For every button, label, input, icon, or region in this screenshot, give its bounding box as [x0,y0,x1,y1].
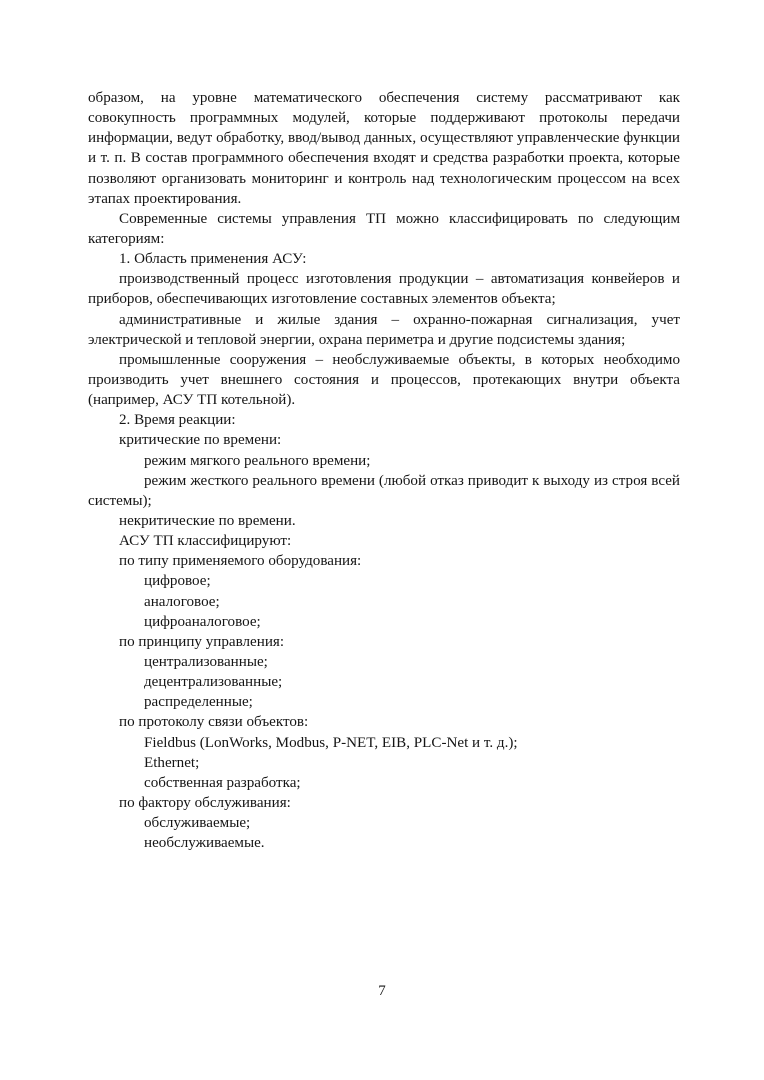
document-paragraph: критические по времени: [119,432,282,449]
document-paragraph: цифровое; [144,573,211,590]
document-paragraph: некритические по времени. [119,512,296,529]
document-paragraph: необслуживаемые. [144,835,265,852]
document-paragraph: по принципу управления: [119,633,285,650]
document-paragraph: Современные системы управления ТП можно классифицировать по следующим категориям: [88,210,680,247]
document-paragraph: режим мягкого реального времени; [144,452,371,469]
document-paragraph: цифроаналоговое; [144,613,261,630]
document-paragraph: 2. Время реакции: [119,412,236,429]
document-paragraph: по протоколу связи объектов: [119,714,309,731]
document-paragraph: промышленные сооружения – необслуживаемые объекты, в которых необходимо производить учет внешнего состояния и процессов, протекающих внутри объекта (например, АСУ ТП котельной). [88,351,680,409]
document-paragraph: Fieldbus (LonWorks, Modbus, P-NET, EIB, PLC-Net и т. д.); [144,734,518,751]
document-paragraph: Ethernet; [144,754,200,771]
document-paragraph: децентрализованные; [144,674,283,691]
document-paragraph: 1. Область применения АСУ: [119,251,307,268]
page-number: 7 [378,983,386,999]
document-paragraph: собственная разработка; [144,774,301,791]
document-paragraph: по фактору обслуживания: [119,794,291,811]
document-paragraph: по типу применяемого оборудования: [119,553,362,570]
document-paragraph: обслуживаемые; [144,815,251,832]
document-paragraph: административные и жилые здания – охранно-пожарная сигнализация, учет электрической и тепловой энергии, охрана периметра и другие подсистемы здания; [88,311,680,348]
document-paragraph: аналоговое; [144,593,220,610]
document-text-body [88,88,680,853]
document-paragraph: АСУ ТП классифицируют: [119,533,292,550]
document-paragraph: образом, на уровне математического обеспечения систему рассматривают как совокупность программных модулей, которые поддерживают протоколы передачи информации, ведут обработку, ввод/вывод данных, осуществляют управленческие функции и т. п. В состав программного обеспечения входят и средства разработки проекта, которые позволяют организовать мониторинг и контроль над технологическим процессом на всех этапах проектирования. [88,90,680,207]
document-paragraph: распределенные; [144,694,253,711]
document-paragraph: централизованные; [144,653,268,670]
document-paragraph: производственный процесс изготовления продукции – автоматизация конвейеров и приборов, обеспечивающих изготовление составных элементов объекта; [88,271,680,308]
document-paragraph: режим жесткого реального времени (любой отказ приводит к выходу из строя всей системы); [88,472,680,509]
